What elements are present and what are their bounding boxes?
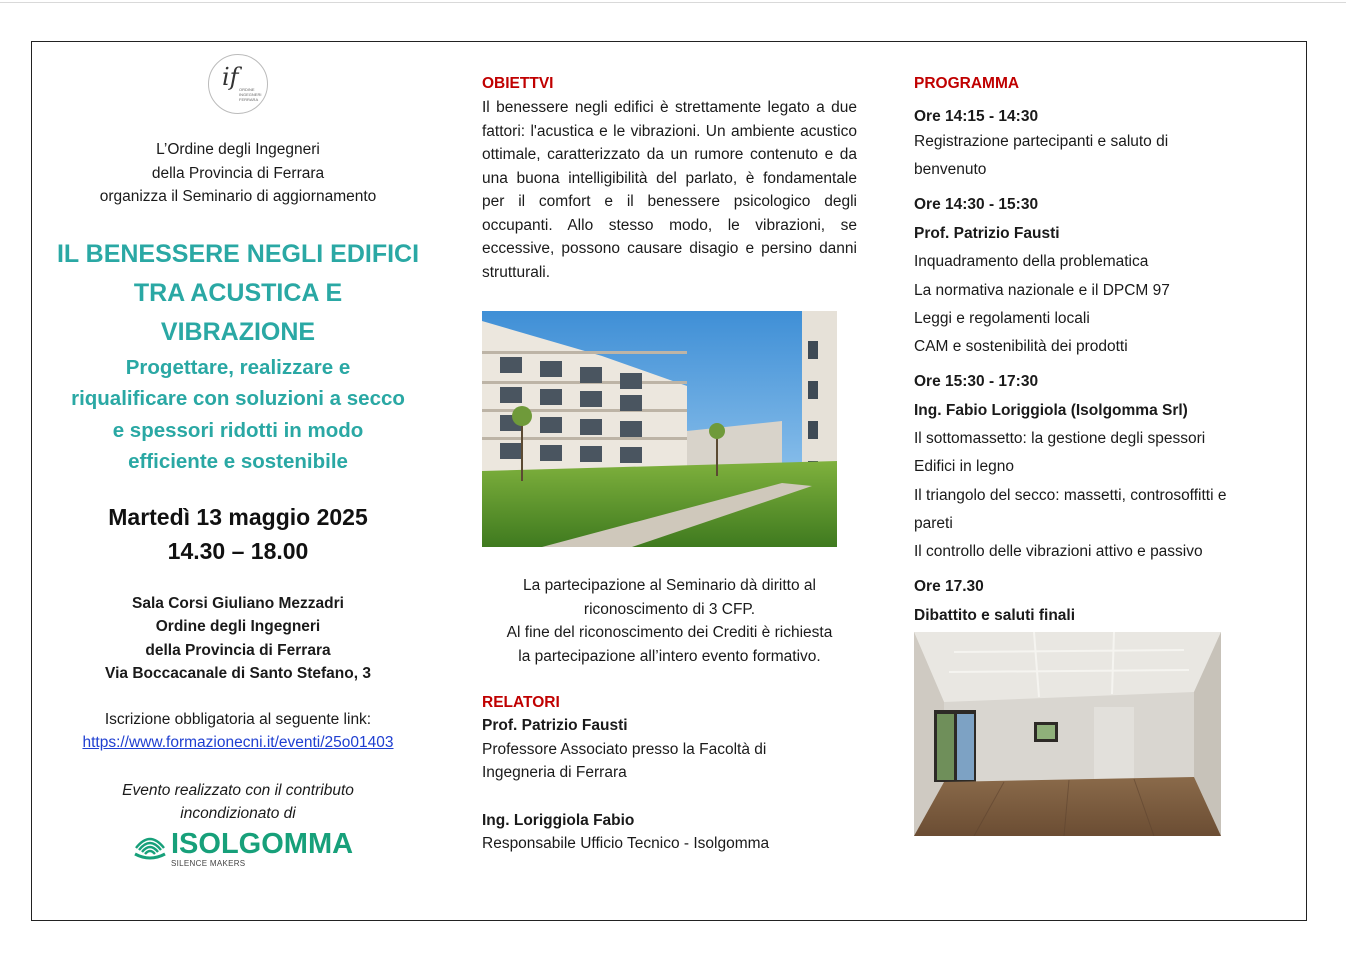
seminar-title [40,235,436,352]
organizer-text [40,138,436,209]
organizer-line: organizza il Seminario di aggiornamento [99,188,377,205]
right-column [914,73,1289,836]
program-item: La normativa nazionale e il DPCM 97 [914,281,1170,299]
credits-line: La partecipazione al Seminario dà diritto al [523,577,816,594]
objectives-heading: OBIETTVI [482,75,554,92]
credits-line: riconoscimento di 3 CFP. [583,600,756,618]
program-slot-speaker: Ing. Fabio Loriggiola (Isolgomma Srl) [914,402,1188,420]
subtitle-line: riqualificare con soluzioni a secco [71,387,405,410]
sponsor-tagline: SILENCE MAKERS [171,858,246,868]
program-item: Registrazione partecipanti e saluto di [914,133,1169,150]
program-item: Edifici in legno [914,458,1014,476]
program-item: Inquadramento della problematica [914,253,1149,271]
logo-caption: ORDINE INGEGNERI FERRARA [239,87,262,102]
venue-line: Via Boccacanale di Santo Stefano, 3 [105,665,371,682]
program-item: CAM e sostenibilità dei prodotti [914,338,1128,356]
program-item: benvenuto [914,161,987,179]
program-item: Leggi e regolamenti locali [914,309,1090,327]
credits-note [482,574,857,668]
title-line: VIBRAZIONE [160,317,316,346]
program-slot-speaker: Prof. Patrizio Fausti [914,225,1060,243]
speaker-desc: Professore Associato presso la Facoltà di [482,740,767,758]
program-slot-time: Ore 14:15 - 14:30 [914,108,1039,125]
sponsor-note [40,779,436,826]
title-line: IL BENESSERE NEGLI EDIFICI [56,239,420,268]
credits-line: la partecipazione all’intero evento formativo. [518,647,821,665]
program-slot-time: Ore 17.30 [914,578,984,596]
organizer-line: della Provincia di Ferrara [151,164,325,182]
sponsor-note-line: Evento realizzato con il contributo [122,781,354,799]
building-courtyard-photo [482,311,837,547]
registration-link[interactable]: https://www.formazionecni.it/eventi/25o01403 [82,734,394,751]
order-logo [208,54,268,114]
speaker-desc: Ingegneria di Ferrara [482,764,627,781]
interior-room-photo [914,632,1221,836]
program-item: Il sottomassetto: la gestione degli spessori [914,430,1206,448]
organizer-line: L’Ordine degli Ingegneri [156,141,320,158]
event-time: 14.30 – 18.00 [167,537,309,564]
logo-monogram: if [222,63,239,91]
program-item: Il controllo delle vibrazioni attivo e passivo [914,543,1203,561]
program-slot-time: Ore 14:30 - 15:30 [914,196,1039,214]
registration-label: Iscrizione obbligatoria al seguente link: [104,710,372,728]
sponsor-name: ISOLGOMMA [171,827,354,860]
program-item: Il triangolo del secco: massetti, controsoffitti e [914,486,1227,504]
subtitle-line: Progettare, realizzare e [125,355,351,379]
speaker-name: Ing. Loriggiola Fabio [482,811,635,829]
speakers-section [482,692,857,856]
subtitle-line: efficiente e sostenibile [128,450,348,473]
isolgomma-shell-icon [133,828,167,862]
event-date: Martedì 13 maggio 2025 [108,503,368,530]
speaker-name: Prof. Patrizio Fausti [482,717,628,734]
credits-line: Al fine del riconoscimento dei Crediti è richiesta [506,624,833,641]
registration [40,708,436,755]
program-slot-time: Ore 15:30 - 17:30 [914,373,1039,391]
speaker-desc: Responsabile Ufficio Tecnico - Isolgomma [482,835,770,852]
isolgomma-logo [133,827,354,872]
venue-line: Ordine degli Ingegneri [155,618,321,635]
objectives-text: Il benessere negli edifici è strettamente legato a due fattori: l'acustica e le vibrazioni. Un ambiente acustico ottimale, caratterizzato da un rumore contenuto e da una buona intelligibilità del parlato, è fondamentale per il comfort e il benessere psicologico degli occupanti. Allo stesso modo, le vibrazioni, se eccessive, possono causare disagio e persino danni strutturali. [482,99,857,281]
event-datetime [40,500,436,568]
venue-address [40,592,436,686]
left-column [40,50,436,872]
speakers-heading: RELATORI [482,694,560,711]
seminar-subtitle [40,352,436,478]
sponsor-note-line: incondizionato di [180,805,296,822]
program-slot-speaker: Dibattito e saluti finali [914,607,1076,625]
venue-line: Sala Corsi Giuliano Mezzadri [132,594,344,612]
middle-column [482,73,857,856]
subtitle-line: e spessori ridotti in modo [112,418,364,442]
title-line: TRA ACUSTICA E [133,278,343,307]
program-heading: PROGRAMMA [914,75,1020,92]
program-item: pareti [914,514,953,532]
top-divider [0,2,1346,3]
venue-line: della Provincia di Ferrara [145,641,331,659]
